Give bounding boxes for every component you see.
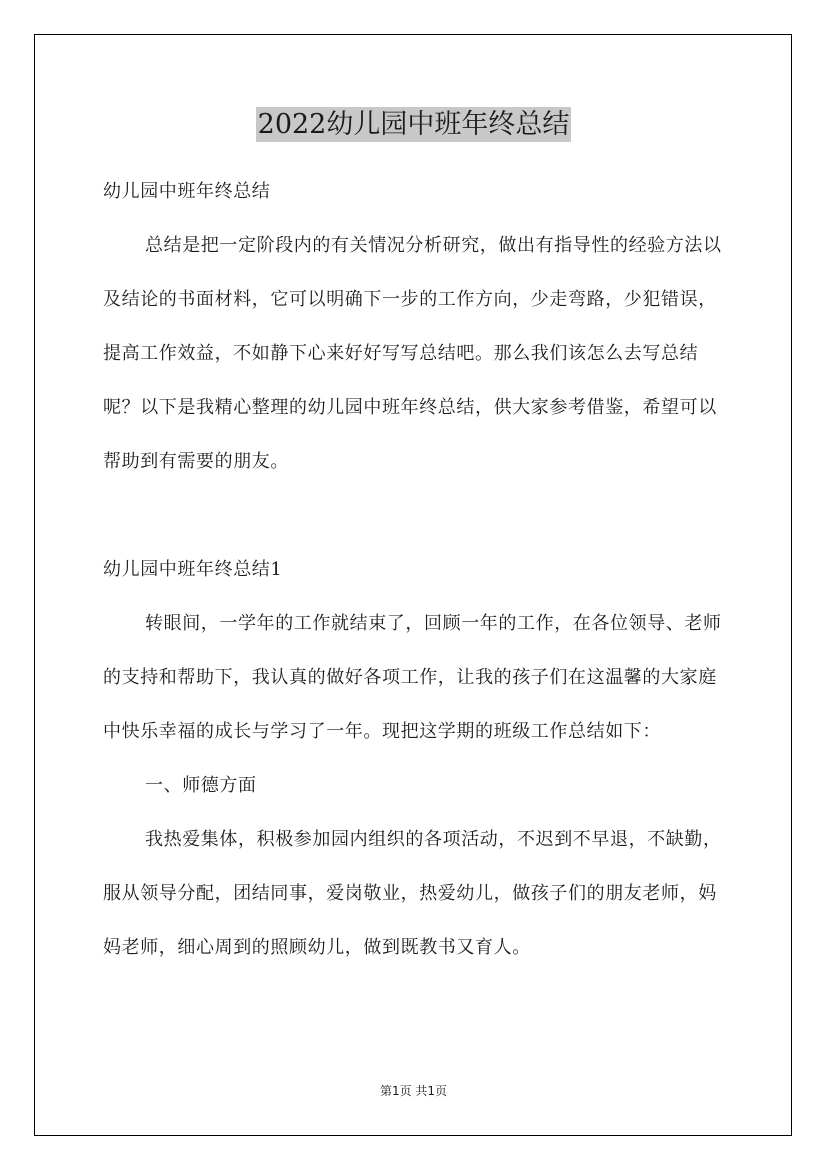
document-title (0, 100, 827, 147)
section-gap (103, 489, 733, 543)
document-body (103, 165, 733, 975)
page-footer: 第1页 共1页 (379, 1084, 448, 1098)
subsection-heading: 一、师德方面 (145, 775, 257, 796)
document-title-text: 2022幼儿园中班年终总结 (257, 109, 570, 140)
section-paragraph: 转眼间，一学年的工作就结束了，回顾一年的工作，在各位领导、老师的支持和帮助下，我认真的做好各项工作，让我的孩子们在这温馨的大家庭中快乐幸福的成长与学习了一年。现把这学期的班级工作总结如下： (103, 613, 722, 742)
section-paragraph-2: 我热爱集体，积极参加园内组织的各项活动，不迟到不早退，不缺勤，服从领导分配，团结同事，爱岗敬业，热爱幼儿，做孩子们的朋友老师，妈妈老师，细心周到的照顾幼儿，做到既教书又育人。 (103, 829, 722, 958)
section-heading: 幼儿园中班年终总结1 (103, 559, 283, 580)
document-subtitle: 幼儿园中班年终总结 (103, 181, 271, 202)
intro-paragraph: 总结是把一定阶段内的有关情况分析研究，做出有指导性的经验方法以及结论的书面材料，它可以明确下一步的工作方向，少走弯路，少犯错误，提高工作效益，不如静下心来好好写写总结吧。那么我们该怎么去写总结呢？以下是我精心整理的幼儿园中班年终总结，供大家参考借鉴，希望可以帮助到有需要的朋友。 (103, 235, 722, 472)
